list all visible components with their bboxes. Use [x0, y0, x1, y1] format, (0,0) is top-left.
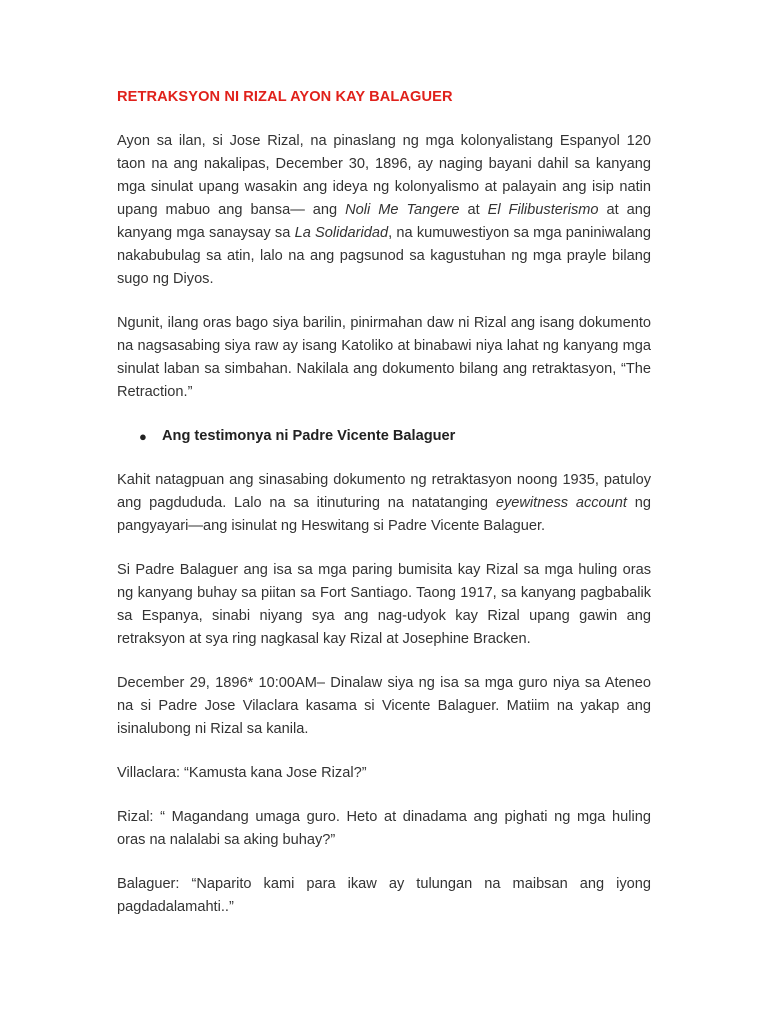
paragraph-intro-text-d: , na kumuwestiyon sa mga paniniwalang nakabubulag sa atin, lalo na ang pagsunod sa kagustuhan ng mga prayle bilang sugo ng Diyos.: [117, 225, 652, 287]
paragraph-balaguer: Si Padre Balaguer ang isa sa mga paring bumisita kay Rizal sa mga huling oras ng kanyang buhay sa piitan sa Fort Santiago. Taong 1917, sa kanyang pagbabalik sa Espanya, sinabi niyang sya ang nag-udyok kay Rizal upang gawin ang retraksyon at sya ring nagkasal kay Rizal at Josephine Bracken.: [117, 562, 651, 647]
title-el-filibusterismo: El Filibusterismo: [487, 202, 599, 218]
page-title: RETRAKSYON NI RIZAL AYON KAY BALAGUER: [117, 89, 453, 105]
section-heading: Ang testimonya ni Padre Vicente Balaguer: [162, 428, 456, 444]
paragraph-doubt-text-a: Kahit natagpuan ang sinasabing dokumento ng retraktasyon noong 1935, patuloy ang pagdududa. Lalo na sa itinuturing na natatanging: [117, 472, 651, 511]
title-la-solidaridad: La Solidaridad: [294, 225, 389, 241]
paragraph-doubt: [117, 469, 651, 538]
dialogue-villaclara: Villaclara: “Kamusta kana Jose Rizal?”: [117, 765, 367, 781]
paragraph-intro-text-c: at ang kanyang mga sanaysay sa: [117, 202, 652, 241]
paragraph-doubt-text-b: ng pangyayari—ang isinulat ng Heswitang si Padre Vicente Balaguer.: [117, 495, 651, 534]
bullet-item-testimonya: [117, 425, 651, 448]
paragraph-intro-text-b: at: [459, 202, 488, 218]
paragraph-retraction: Ngunit, ilang oras bago siya barilin, pinirmahan daw ni Rizal ang isang dokumento na nagsasabing siya raw ay isang Katoliko at binabawi niya lahat ng kanyang mga sinulat laban sa simbahan. Nakilala ang dokumento bilang ang retraktasyon, “The Retraction.”: [117, 315, 651, 400]
document-body: [117, 86, 651, 940]
paragraph-intro-text-a: Ayon sa ilan, si Jose Rizal, na pinaslang ng mga kolonyalistang Espanyol 120 taon na ang nakalipas, December 30, 1896, ay naging bayani dahil sa kanyang mga sinulat upang wasakin ang ideya ng kolonyalismo at palayain ang isip natin upang mabuo ang bansa— ang: [117, 133, 651, 218]
bullet-icon: ●: [139, 429, 147, 444]
paragraph-intro: [117, 130, 651, 291]
title-noli-me-tangere: Noli Me Tangere: [345, 202, 460, 218]
eyewitness-account: eyewitness account: [495, 495, 627, 511]
dialogue-rizal: Rizal: “ Magandang umaga guro. Heto at dinadama ang pighati ng mga huling oras na nalalabi sa aking buhay?”: [117, 809, 651, 848]
dialogue-balaguer: Balaguer: “Naparito kami para ikaw ay tulungan na maibsan ang iyong pagdadalamahti..”: [117, 876, 651, 915]
paragraph-visit: December 29, 1896* 10:00AM– Dinalaw siya ng isa sa mga guro niya sa Ateneo na si Padre Jose Vilaclara kasama si Vicente Balaguer. Matiim na yakap ang isinalubong ni Rizal sa kanila.: [117, 675, 651, 737]
